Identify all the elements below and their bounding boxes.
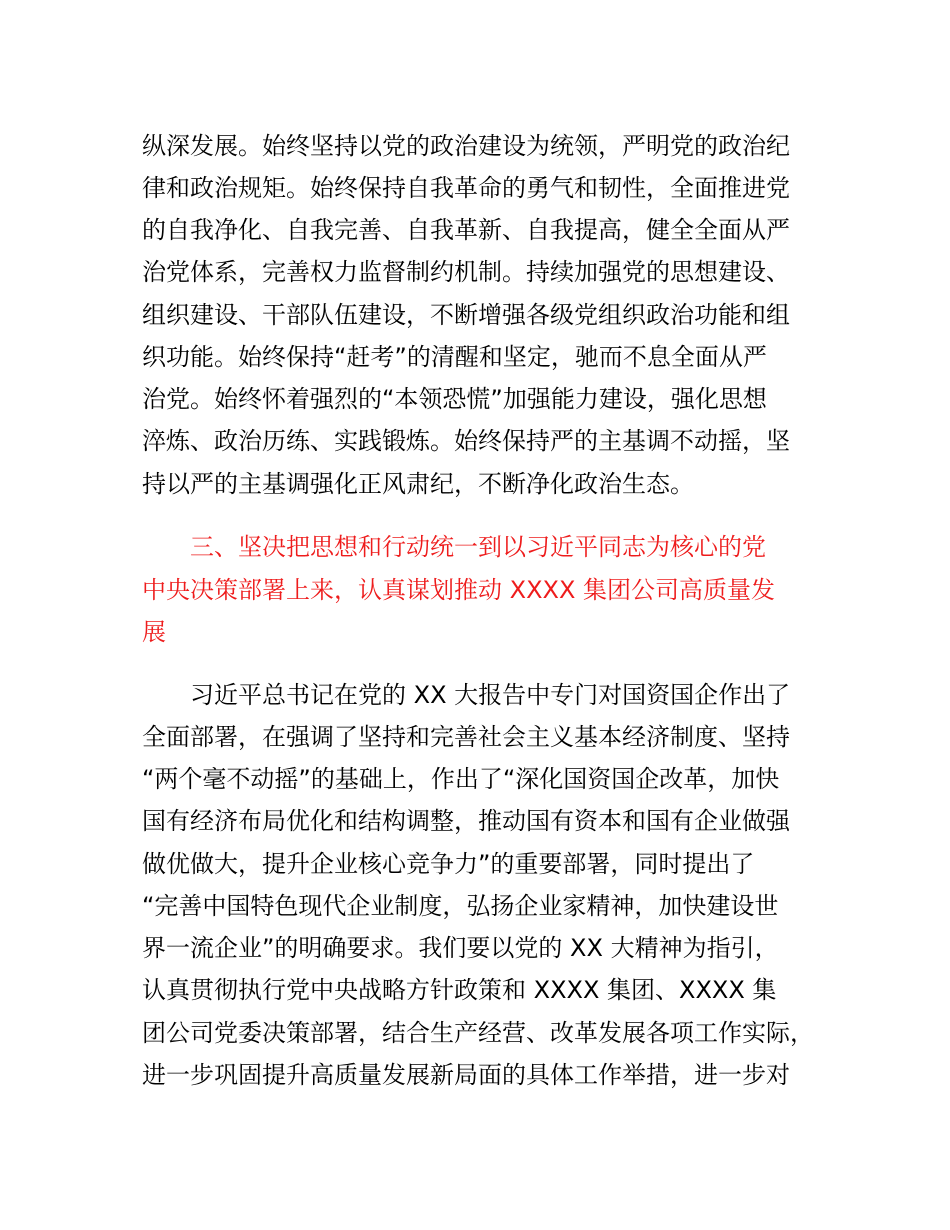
paragraph-line: 全面部署，在强调了坚持和完善社会主义基本经济制度、坚持 [142,723,790,751]
paragraph-line: 界一流企业”的明确要求。我们要以党的 XX 大精神为指引， [142,934,779,962]
paragraph-line: 律和政治规矩。始终保持自我革命的勇气和韧性，全面推进党 [142,174,790,202]
paragraph-line: 治党。始终怀着强烈的“本领恐慌”加强能力建设，强化思想 [142,385,767,413]
paragraph-line: 组织建设、干部队伍建设，不断增强各级党组织政治功能和组 [142,301,790,329]
heading-line: 三、坚决把思想和行动统一到以习近平同志为核心的党 [190,533,766,561]
paragraph-line: 团公司党委决策部署，结合生产经营、改革发展各项工作实际， [142,1019,814,1047]
heading-line: 展 [142,618,166,646]
paragraph-line: 习近平总书记在党的 XX 大报告中专门对国资国企作出了 [190,681,791,709]
paragraph-line: 国有经济布局优化和结构调整，推动国有资本和国有企业做强 [142,807,790,835]
paragraph-line: 持以严的主基调强化正风肃纪，不断净化政治生态。 [142,470,694,498]
paragraph-line: 做优做大，提升企业核心竞争力”的重要部署，同时提出了 [142,850,755,878]
paragraph-line: “两个毫不动摇”的基础上，作出了“深化国资国企改革，加快 [142,765,780,793]
paragraph-line: 织功能。始终保持“赶考”的清醒和坚定，驰而不息全面从严 [142,343,767,371]
paragraph-line: 纵深发展。始终坚持以党的政治建设为统领，严明党的政治纪 [142,132,790,160]
paragraph-line: 进一步巩固提升高质量发展新局面的具体工作举措，进一步对 [142,1061,790,1089]
paragraph-line: 淬炼、政治历练、实践锻炼。始终保持严的主基调不动摇，坚 [142,427,790,455]
paragraph-line: “完善中国特色现代企业制度，弘扬企业家精神，加快建设世 [142,892,779,920]
paragraph-line: 认真贯彻执行党中央战略方针政策和 XXXX 集团、XXXX 集 [142,976,777,1004]
paragraph-line: 治党体系，完善权力监督制约机制。持续加强党的思想建设、 [142,258,790,286]
heading-line: 中央决策部署上来，认真谋划推动 XXXX 集团公司高质量发 [142,576,776,604]
paragraph-line: 的自我净化、自我完善、自我革新、自我提高，健全全面从严 [142,216,790,244]
